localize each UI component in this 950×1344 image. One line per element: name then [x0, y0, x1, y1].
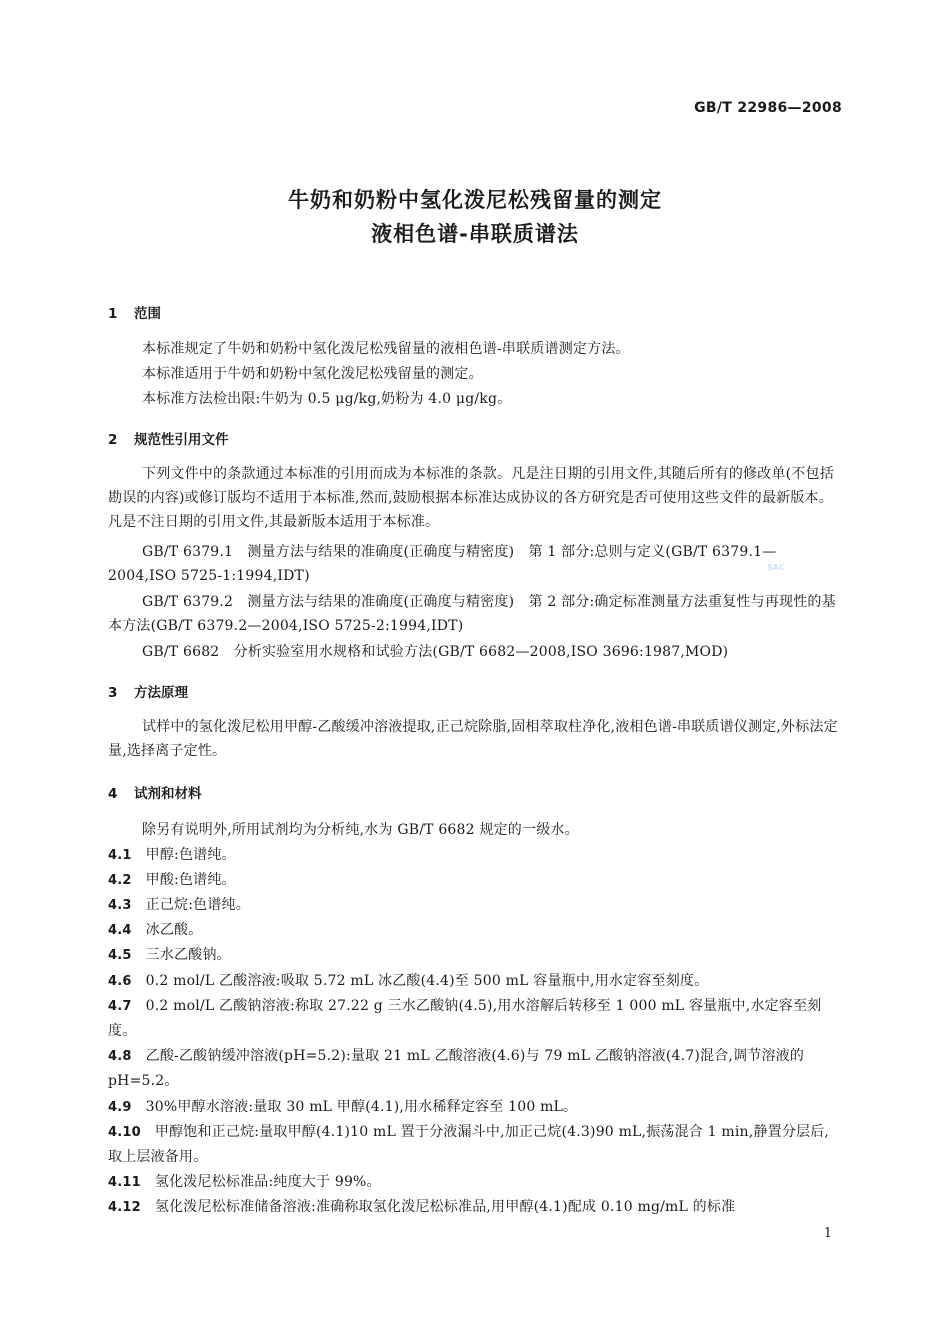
item-text: 乙酸-乙酸钠缓冲溶液(pH=5.2):量取 21 mL 乙酸溶液(4.6)与 79 mL 乙酸钠溶液(4.7)混合,调节溶液的 pH=5.2。: [108, 1048, 805, 1089]
item-number: 4.12: [108, 1200, 141, 1215]
reagent-item: [108, 1170, 843, 1195]
section-heading-principle: [108, 681, 188, 701]
reagent-item: [108, 918, 843, 943]
reagent-item: [108, 1120, 843, 1169]
reference-entry: GB/T 6682 分析实验室用水规格和试验方法(GB/T 6682—2008,ISO 3696:1987,MOD): [142, 644, 729, 660]
reference-entry: GB/T 6379.1 测量方法与结果的准确度(正确度与精密度) 第 1 部分:总则与定义(GB/T 6379.1—2004,ISO 5725-1:1994,IDT): [108, 544, 777, 584]
item-number: 4.5: [108, 948, 132, 963]
item-number: 4.2: [108, 873, 132, 888]
reagent-item: [108, 994, 843, 1043]
paragraph: 试样中的氢化泼尼松用甲醇-乙酸缓冲溶液提取,正己烷除脂,固相萃取柱净化,液相色谱-串联质谱仪测定,外标法定量,选择离子定性。: [108, 719, 838, 759]
item-number: 4.6: [108, 974, 132, 989]
reagent-item: [108, 969, 843, 994]
paragraph: 本标准方法检出限:牛奶为 0.5 μg/kg,奶粉为 4.0 μg/kg。: [142, 391, 512, 407]
reagent-item: [108, 943, 843, 968]
item-number: 4.8: [108, 1049, 132, 1064]
section-title: 方法原理: [134, 685, 188, 701]
item-text: 冰乙酸。: [145, 922, 203, 938]
section-number: 4: [108, 786, 118, 802]
item-number: 4.9: [108, 1100, 132, 1115]
item-number: 4.10: [108, 1125, 141, 1140]
section-heading-scope: [108, 302, 161, 322]
section-number: 2: [108, 432, 118, 448]
item-text: 氢化泼尼松标准品:纯度大于 99%。: [154, 1174, 381, 1190]
paragraph: 本标准适用于牛奶和奶粉中氢化泼尼松残留量的测定。: [142, 366, 483, 382]
item-text: 0.2 mol/L 乙酸溶液:吸取 5.72 mL 冰乙酸(4.4)至 500 mL 容量瓶中,用水定容至刻度。: [145, 973, 709, 989]
item-number: 4.3: [108, 898, 132, 913]
item-number: 4.7: [108, 999, 132, 1014]
page-number: 1: [823, 1226, 832, 1241]
document-title-line1: 牛奶和奶粉中氢化泼尼松残留量的测定: [288, 188, 662, 212]
item-text: 甲醇:色谱纯。: [145, 847, 236, 863]
section-title: 规范性引用文件: [134, 432, 229, 448]
reagent-item: [108, 1095, 843, 1120]
item-text: 三水乙酸钠。: [145, 947, 231, 963]
section-heading-reagents: [108, 782, 202, 802]
section-title: 范围: [134, 306, 161, 322]
reagent-item: [108, 843, 843, 868]
standard-code: GB/T 22986—2008: [694, 100, 842, 116]
item-number: 4.4: [108, 923, 132, 938]
reagent-item: [108, 1195, 843, 1220]
section-number: 3: [108, 685, 118, 701]
item-text: 甲酸:色谱纯。: [145, 872, 236, 888]
section-heading-references: [108, 428, 229, 448]
paragraph: 下列文件中的条款通过本标准的引用而成为本标准的条款。凡是注日期的引用文件,其随后所有的修改单(不包括勘误的内容)或修订版均不适用于本标准,然而,鼓励根据本标准达成协议的各方研究是否可使用这些文件的最新版本。凡是不注日期的引用文件,其最新版本适用于本标准。: [108, 466, 834, 530]
item-number: 4.1: [108, 848, 132, 863]
paragraph: 除另有说明外,所用试剂均为分析纯,水为 GB/T 6682 规定的一级水。: [142, 822, 579, 838]
section-title: 试剂和材料: [134, 786, 202, 802]
reference-entry: GB/T 6379.2 测量方法与结果的准确度(正确度与精密度) 第 2 部分:确定标准测量方法重复性与再现性的基本方法(GB/T 6379.2—2004,ISO 5725-2:1994,IDT): [108, 594, 836, 634]
reagent-item: [108, 868, 843, 893]
reagent-item: [108, 893, 843, 918]
item-text: 氢化泼尼松标准储备溶液:准确称取氢化泼尼松标准品,用甲醇(4.1)配成 0.10 mg/mL 的标准: [154, 1199, 736, 1215]
paragraph: 本标准规定了牛奶和奶粉中氢化泼尼松残留量的液相色谱-串联质谱测定方法。: [142, 341, 630, 357]
document-title-line2: 液相色谱-串联质谱法: [371, 222, 579, 246]
reagent-item: [108, 1044, 843, 1093]
item-text: 0.2 mol/L 乙酸钠溶液:称取 27.22 g 三水乙酸钠(4.5),用水溶解后转移至 1 000 mL 容量瓶中,水定容至刻度。: [108, 998, 822, 1039]
item-text: 甲醇饱和正己烷:量取甲醇(4.1)10 mL 置于分液漏斗中,加正己烷(4.3)90 mL,振荡混合 1 min,静置分层后,取上层液备用。: [108, 1124, 830, 1165]
item-text: 30%甲醇水溶液:量取 30 mL 甲醇(4.1),用水稀释定容至 100 mL。: [145, 1099, 578, 1115]
sac-watermark: SAC: [767, 563, 785, 572]
item-text: 正己烷:色谱纯。: [145, 897, 250, 913]
section-number: 1: [108, 306, 118, 322]
item-number: 4.11: [108, 1175, 141, 1190]
